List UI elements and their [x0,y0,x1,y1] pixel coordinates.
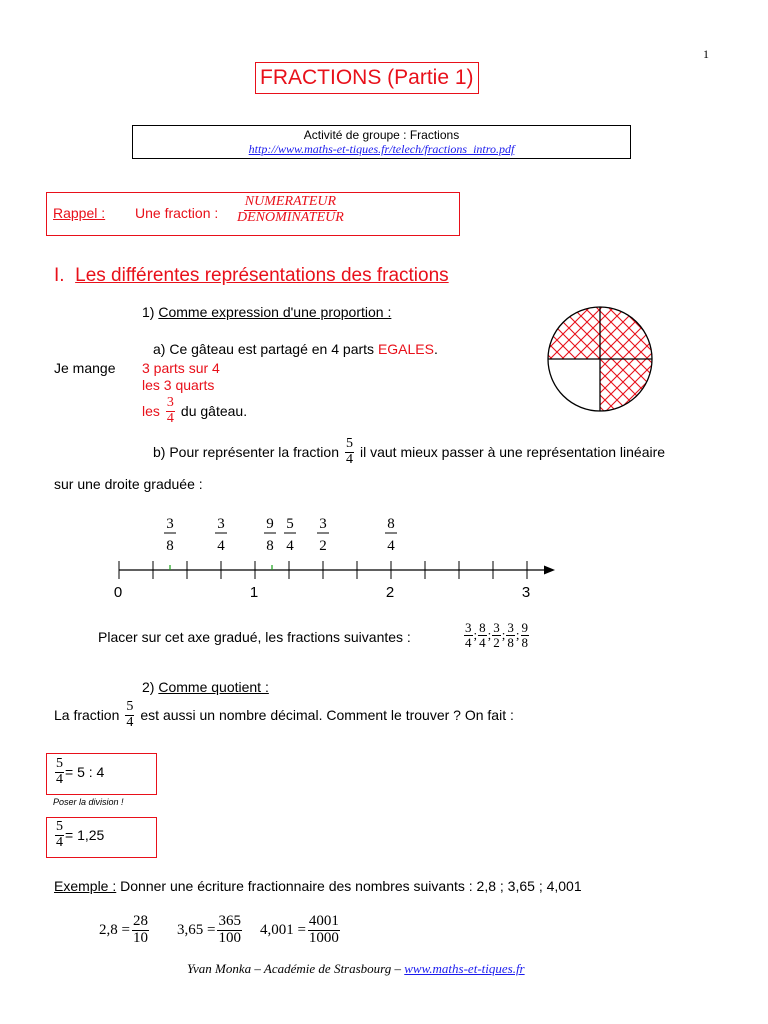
rappel-text: Une fraction : [135,205,219,221]
part2-fraction [125,700,134,730]
division-result: = 5 : 4 [65,764,105,781]
section-number: I. [54,265,65,286]
axis-label: 1 [249,584,259,601]
fraction-numerator: 3 [166,395,174,410]
part2-title: Comme quotient : [158,679,269,695]
placer-text: Placer sur cet axe gradué, les fractions suivantes : [98,629,411,645]
part1-a-end: . [433,341,438,357]
fraction-denominator: 2 [319,538,327,554]
fraction-numerator: 28 [132,913,148,929]
je-mange: Je mange [54,360,116,376]
division-box [46,753,157,795]
fraction-numerator: 3 [465,620,472,635]
fraction-numerator: 5 [345,436,353,451]
decimal-result: = 1,25 [65,827,105,844]
section-heading [54,265,449,287]
part1-label: 1) [142,304,155,320]
fraction-numerator: 3 [166,516,174,532]
activity-label: Activité de groupe : Fractions [303,128,460,142]
rappel-denominator: DENOMINATEUR [237,209,344,225]
exemple-line [54,878,582,894]
axis-label: 2 [385,584,395,601]
cake-quarter-top-right [600,307,652,359]
fraction-numerator: 365 [218,913,241,929]
fraction-denominator: 4 [217,538,225,554]
fraction-denominator: 2 [493,634,500,650]
axis-arrow [544,566,555,575]
part2-heading [142,679,269,695]
cake-quarter-top-left [548,307,600,359]
activity-box [132,125,631,159]
placer-fraction [478,621,487,649]
page-title: FRACTIONS (Partie 1) [255,62,479,94]
exemple-fraction [132,914,149,947]
part1-b-text: b) Pour représenter la fraction [153,444,339,461]
exemple-label: Exemple : [54,878,117,894]
number-line [100,510,580,605]
fraction-numerator: 3 [319,516,327,532]
part1-b-end: il vaut mieux passer à une représentation linéaire [359,444,666,461]
exemple-lhs: 2,8 = [99,921,130,938]
fraction-numerator: 5 [126,699,134,714]
rappel-fraction [236,195,345,225]
rappel-numerator: NUMERATEUR [244,194,337,209]
fraction-denominator: 4 [166,410,174,426]
exemple-fraction [308,914,340,947]
page-number: 1 [703,47,709,61]
axis-label: 0 [113,584,123,601]
rappel-box [46,192,460,236]
fraction-denominator: 4 [286,538,294,554]
activity-link[interactable]: http://www.maths-et-tiques.fr/telech/fractions_intro.pdf [248,142,515,156]
division-expression [55,757,104,787]
fraction-denominator: 4 [56,771,63,787]
division-fraction [55,757,64,787]
fraction-denominator: 4 [465,634,472,650]
fraction-denominator: 8 [507,634,514,650]
parts-line-2: les 3 quarts [142,377,215,393]
fraction-denominator: 1000 [308,929,339,946]
part2-label: 2) [142,679,155,695]
exemple-answer [260,914,340,947]
fraction-denominator: 4 [56,834,63,850]
fraction-numerator: 4001 [308,913,339,929]
exemple-fraction [217,914,242,947]
exemple-text: Donner une écriture fractionnaire des nombres suivants : 2,8 ; 3,65 ; 4,001 [120,878,582,894]
part1-a-emph: EGALES [377,341,434,357]
fraction-numerator: 8 [387,516,395,532]
fraction-numerator: 3 [217,516,225,532]
fraction-numerator: 3 [493,620,500,635]
fraction-denominator: 4 [479,634,486,650]
fraction-numerator: 8 [479,620,486,635]
exemple-lhs: 3,65 = [176,921,216,938]
separator: ; [501,627,506,643]
part1-heading [142,304,391,320]
footer-link[interactable]: www.maths-et-tiques.fr [404,961,525,976]
section-title: Les différentes représentations des fractions [75,265,449,286]
du-gateau: du gâteau. [180,403,248,420]
fraction-denominator: 4 [345,451,353,467]
fraction-numerator: 5 [56,819,63,834]
fraction-numerator: 5 [56,756,63,771]
part1-b-line [153,437,665,467]
placer-fraction [492,621,501,649]
part2-text-start: La fraction [54,707,120,724]
three-quarters-fraction [166,396,175,426]
placer-fraction [506,621,515,649]
part1-title: Comme expression d'une proportion : [158,304,392,320]
decimal-expression [55,820,104,850]
decimal-fraction [55,820,64,850]
placer-fraction [464,621,473,649]
separator: ; [473,627,478,643]
part2-text-end: est aussi un nombre décimal. Comment le trouver ? On fait : [140,707,514,724]
exemple-lhs: 4,001 = [259,921,306,938]
parts-les: les [142,403,160,420]
fraction-denominator: 8 [166,538,174,554]
placer-fraction [521,621,530,649]
fraction-denominator: 8 [266,538,274,554]
fraction-numerator: 9 [266,516,274,532]
decimal-box [46,817,157,858]
exemple-answer [177,914,242,947]
division-note: Poser la division ! [53,797,124,807]
fraction-numerator: 3 [507,620,514,635]
exemple-answers [99,914,340,947]
part2-line [54,700,514,730]
fraction-denominator: 4 [126,714,134,730]
placer-fractions [464,621,529,649]
parts-line-3 [142,396,247,426]
separator: ; [487,627,492,643]
fraction-numerator: 9 [521,620,528,635]
part1-b-cont: sur une droite graduée : [54,476,203,492]
fraction-denominator: 100 [218,929,241,946]
rappel-label: Rappel : [53,205,106,221]
fraction-denominator: 8 [521,634,528,650]
exemple-answer [99,914,149,947]
axis-label: 3 [521,584,531,601]
separator: ; [515,627,520,643]
fraction-denominator: 10 [132,929,148,946]
fraction-denominator: 4 [387,538,395,554]
cake-quarter-bottom-right [600,359,652,411]
parts-line-1: 3 parts sur 4 [142,360,220,376]
five-quarters-fraction [345,437,354,467]
fraction-numerator: 5 [286,516,294,532]
cake-figure [545,304,661,414]
part1-a-line [153,341,438,357]
footer-text: Yvan Monka – Académie de Strasbourg – [187,961,405,976]
part1-a-text: a) Ce gâteau est partagé en 4 parts [153,341,375,357]
footer [187,961,525,977]
